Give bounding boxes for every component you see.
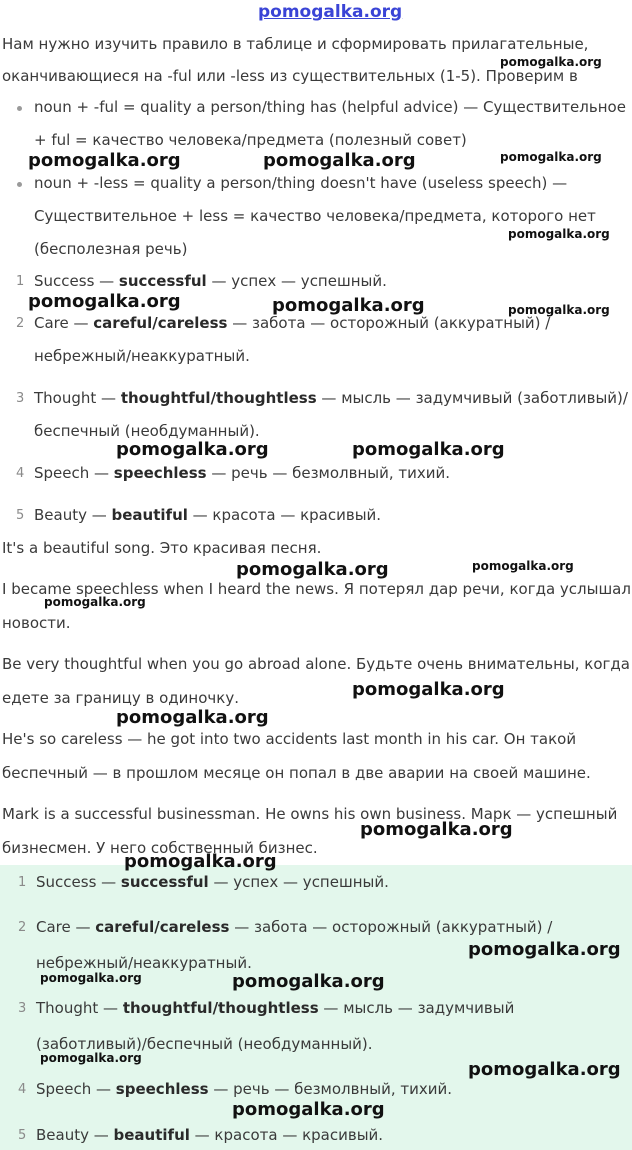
watermark: pomogalka.org	[468, 939, 621, 960]
answer-item: Speech — speechless — речь — безмолвный, тихий.	[36, 1080, 453, 1098]
watermark: pomogalka.org	[28, 291, 181, 312]
watermark: pomogalka.org	[508, 303, 610, 317]
watermark: pomogalka.org	[352, 439, 505, 460]
watermark: pomogalka.org	[40, 1051, 142, 1065]
watermark: pomogalka.org	[468, 1059, 621, 1080]
list-item: Success — successful — успех — успешный.	[34, 272, 387, 290]
intro-line-2: оканчивающиеся на -ful или -less из существительных (1-5). Проверим в	[2, 67, 578, 85]
item-number: 3	[16, 391, 25, 406]
list-item-cont: небрежный/неаккуратный.	[34, 347, 250, 365]
answer-number: 3	[18, 1001, 27, 1016]
sentence: Mark is a successful businessman. He owns his own business. Марк — успешный	[2, 805, 618, 823]
watermark: pomogalka.org	[116, 439, 269, 460]
bullet	[17, 106, 22, 111]
list-item: Care — careful/careless — забота — осторожный (аккуратный) /	[34, 314, 551, 332]
watermark: pomogalka.org	[508, 227, 610, 241]
list-item: Thought — thoughtful/thoughtless — мысль — задумчивый (заботливый)/	[34, 389, 628, 407]
watermark: pomogalka.org	[500, 55, 602, 69]
item-number: 5	[16, 508, 25, 523]
item-number: 1	[16, 274, 25, 289]
rule-ful-line-2: + ful = качество человека/предмета (полезный совет)	[34, 131, 467, 149]
list-item-cont: беспечный (необдуманный).	[34, 422, 260, 440]
watermark: pomogalka.org	[124, 851, 277, 872]
list-item: Speech — speechless — речь — безмолвный, тихий.	[34, 464, 451, 482]
answer-item: Care — careful/careless — забота — осторожный (аккуратный) /	[36, 918, 553, 936]
answer-item: Success — successful — успех — успешный.	[36, 873, 389, 891]
intro-line-1: Нам нужно изучить правило в таблице и сформировать прилагательные,	[2, 35, 589, 53]
site-link[interactable]: pomogalka.org	[258, 2, 403, 22]
watermark: pomogalka.org	[263, 150, 416, 171]
answer-item: Thought — thoughtful/thoughtless — мысль — задумчивый	[36, 999, 515, 1017]
sentence: He's so careless — he got into two accidents last month in his car. Он такой	[2, 730, 577, 748]
watermark: pomogalka.org	[360, 819, 513, 840]
rule-ful-line-1: noun + -ful = quality a person/thing has (helpful advice) — Существительное	[34, 98, 626, 116]
watermark: pomogalka.org	[232, 1099, 385, 1120]
sentence: бизнесмен. У него собственный бизнес.	[2, 839, 318, 857]
rule-less-line-3: (бесполезная речь)	[34, 240, 188, 258]
watermark: pomogalka.org	[116, 707, 269, 728]
sentence: I became speechless when I heard the news. Я потерял дар речи, когда услышал	[2, 580, 631, 598]
watermark: pomogalka.org	[28, 150, 181, 171]
watermark: pomogalka.org	[44, 595, 146, 609]
sentence: Be very thoughtful when you go abroad alone. Будьте очень внимательны, когда	[2, 655, 630, 673]
sentence: беспечный — в прошлом месяце он попал в две аварии на своей машине.	[2, 764, 591, 782]
list-item: Beauty — beautiful — красота — красивый.	[34, 506, 382, 524]
item-number: 2	[16, 316, 25, 331]
sentence: It's a beautiful song. Это красивая песня.	[2, 539, 322, 557]
watermark: pomogalka.org	[236, 559, 389, 580]
bullet	[17, 182, 22, 187]
answer-item: Beauty — beautiful — красота — красивый.	[36, 1126, 384, 1144]
watermark: pomogalka.org	[500, 150, 602, 164]
watermark: pomogalka.org	[352, 679, 505, 700]
answer-number: 2	[18, 920, 27, 935]
watermark: pomogalka.org	[232, 971, 385, 992]
answer-item-cont: небрежный/неаккуратный.	[36, 954, 252, 972]
answer-number: 5	[18, 1128, 27, 1143]
watermark: pomogalka.org	[272, 295, 425, 316]
item-number: 4	[16, 466, 25, 481]
sentence: новости.	[2, 614, 71, 632]
rule-less-line-1: noun + -less = quality a person/thing doesn't have (useless speech) —	[34, 174, 568, 192]
sentence: едете за границу в одиночку.	[2, 689, 239, 707]
watermark: pomogalka.org	[472, 559, 574, 573]
watermark: pomogalka.org	[40, 971, 142, 985]
answer-item-cont: (заботливый)/беспечный (необдуманный).	[36, 1035, 373, 1053]
answer-number: 4	[18, 1082, 27, 1097]
rule-less-line-2: Существительное + less = качество человека/предмета, которого нет	[34, 207, 596, 225]
answer-number: 1	[18, 875, 27, 890]
